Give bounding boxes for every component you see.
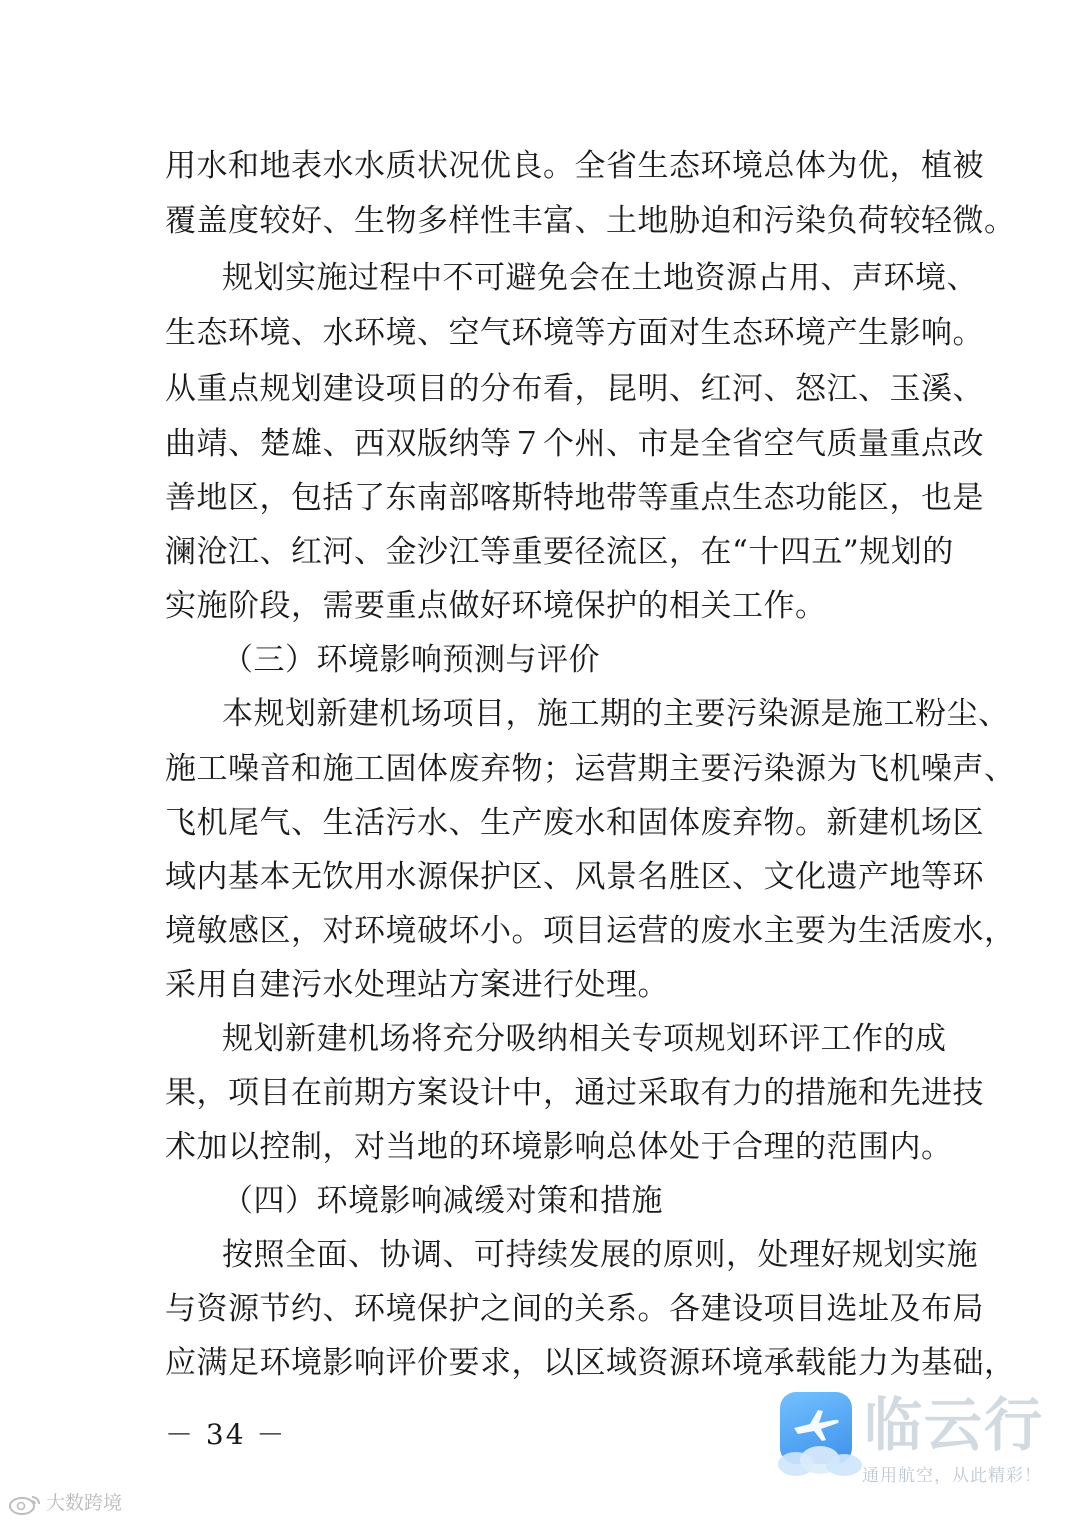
text-line-11: 本规划新建机场项目，施工期的主要污染源是施工粉尘、: [222, 696, 1010, 732]
text-line-21: 按照全面、协调、可持续发展的原则，处理好规划实施: [222, 1237, 978, 1273]
text-line-14: 域内基本无饮用水源保护区、风景名胜区、文化遗产地等环: [165, 859, 984, 895]
text-line-2: 覆盖度较好、生物多样性丰富、土地胁迫和污染负荷较轻微。: [165, 203, 1016, 239]
corner-watermark-text: 大数跨境: [46, 1492, 123, 1514]
text-line-4: 生态环境、水环境、空气环境等方面对生态环境产生影响。: [165, 315, 984, 351]
text-line-19: 术加以控制，对当地的环境影响总体处于合理的范围内。: [165, 1129, 953, 1165]
text-line-13: 飞机尾气、生活污水、生产废水和固体废弃物。新建机场区: [165, 805, 984, 841]
weibo-icon: [8, 1493, 42, 1515]
text-line-9: 实施阶段，需要重点做好环境保护的相关工作。: [165, 588, 827, 624]
page-number: － 34 －: [165, 1418, 287, 1451]
watermark-logo-slogan: 通用航空，从此精彩！: [862, 1466, 1042, 1486]
corner-watermark: [8, 1490, 122, 1516]
text-line-3: 规划实施过程中不可避免会在土地资源占用、声环境、: [222, 260, 978, 296]
text-line-1: 用水和地表水水质状况优良。全省生态环境总体为优，植被: [165, 148, 984, 184]
section-heading-4: （四）环境影响减缓对策和措施: [222, 1183, 663, 1219]
cloud-decoration-icon: [776, 1440, 866, 1480]
text-line-18: 果，项目在前期方案设计中，通过采取有力的措施和先进技: [165, 1075, 984, 1111]
text-line-7: 善地区，包括了东南部喀斯特地带等重点生态功能区，也是: [165, 480, 984, 516]
text-line-5: 从重点规划建设项目的分布看，昆明、红河、怒江、玉溪、: [165, 371, 984, 407]
text-line-8: 澜沧江、红河、金沙江等重要径流区，在“十四五”规划的: [165, 534, 954, 570]
text-line-15: 境敏感区，对环境破坏小。项目运营的废水主要为生活废水，: [165, 913, 1016, 949]
text-line-16: 采用自建污水处理站方案进行处理。: [165, 967, 669, 1003]
text-line-6: 曲靖、楚雄、西双版纳等７个州、市是全省空气质量重点改: [165, 426, 984, 462]
watermark-logo-title: 临云行: [864, 1391, 1045, 1459]
text-line-23: 应满足环境影响评价要求，以区域资源环境承载能力为基础，: [165, 1345, 1016, 1381]
section-heading-3: （三）环境影响预测与评价: [222, 642, 600, 678]
text-line-17: 规划新建机场将充分吸纳相关专项规划环评工作的成: [222, 1021, 947, 1057]
text-line-12: 施工噪音和施工固体废弃物；运营期主要污染源为飞机噪声、: [165, 751, 1016, 787]
text-line-22: 与资源节约、环境保护之间的关系。各建设项目选址及布局: [165, 1291, 984, 1327]
